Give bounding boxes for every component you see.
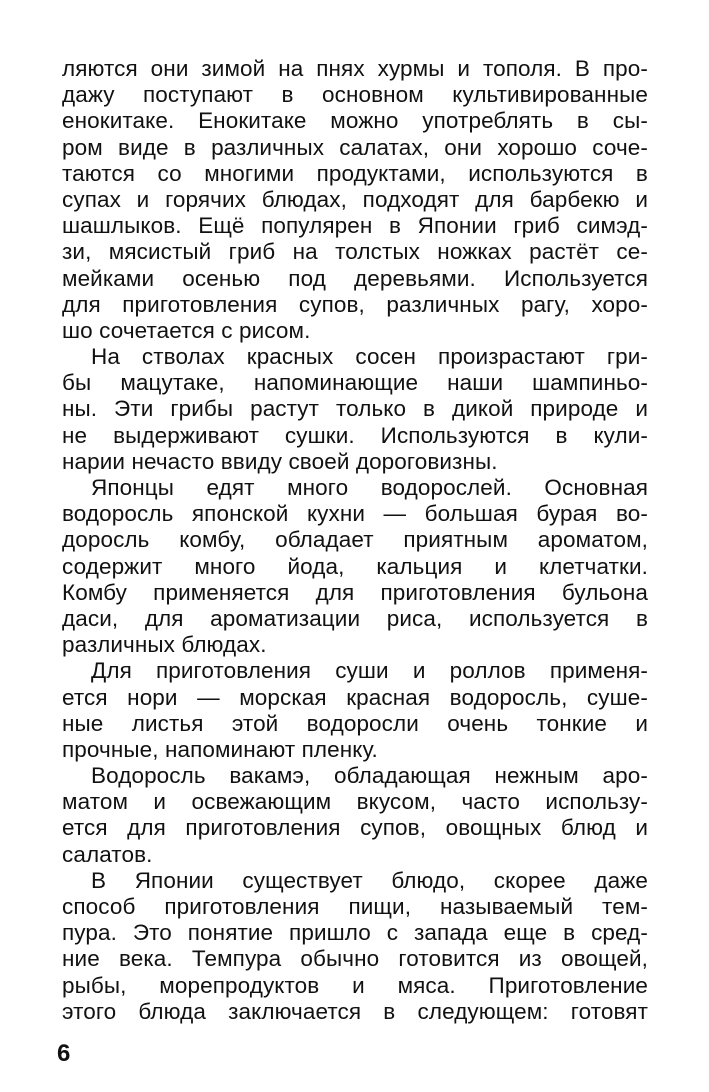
text-line: ется нори — морская красная водоросль, суше- xyxy=(62,684,648,710)
page-number: 6 xyxy=(57,1040,71,1067)
text-line: зи, мясистый гриб на толстых ножках растёт се- xyxy=(62,239,648,265)
text-line: супах и горячих блюдах, подходят для барбекю и xyxy=(62,186,648,212)
text-line: содержит много йода, кальция и клетчатки. xyxy=(62,553,648,579)
text-line: На стволах красных сосен произрастают гри- xyxy=(91,344,648,370)
text-line: рыбы, морепродуктов и мяса. Приготовление xyxy=(62,972,648,998)
text-line: салатов. xyxy=(62,841,153,867)
text-line: Водоросль вакамэ, обладающая нежным аро- xyxy=(91,763,648,789)
text-line: бы мацутаке, напоминающие наши шампиньо- xyxy=(62,370,648,396)
text-line: Японцы едят много водорослей. Основная xyxy=(91,475,648,500)
text-line: нарии нечасто ввиду своей дороговизны. xyxy=(62,448,498,474)
text-line: шо сочетается с рисом. xyxy=(62,317,311,343)
text-line: не выдерживают сушки. Используются в кули- xyxy=(62,422,648,448)
text-line: таются со многими продуктами, используются в xyxy=(62,160,648,186)
text-line: различных блюдах. xyxy=(62,632,267,658)
text-line: Для приготовления суши и роллов применя- xyxy=(91,658,648,684)
text-line: Комбу применяется для приготовления бульона xyxy=(62,579,648,605)
text-line: дажу поступают в основном культивированные xyxy=(62,82,648,108)
text-line: для приготовления супов, различных рагу, хоро- xyxy=(62,291,648,317)
text-line: шашлыков. Ещё популярен в Японии гриб симэд- xyxy=(62,213,648,239)
text-line: прочные, напоминают пленку. xyxy=(62,736,378,762)
text-line: матом и освежающим вкусом, часто использу- xyxy=(62,789,648,815)
text-line: способ приготовления пищи, называемый тем- xyxy=(62,894,648,919)
text-line: водоросль японской кухни — большая бурая во- xyxy=(62,501,648,527)
text-line: ные листья этой водоросли очень тонкие и xyxy=(62,710,648,736)
text-line: ние века. Темпура обычно готовится из овощей, xyxy=(62,946,648,972)
text-line: ется для приготовления супов, овощных блюд и xyxy=(62,815,648,841)
text-line: этого блюда заключается в следующем: готовят xyxy=(62,998,648,1024)
text-line: даси, для ароматизации риса, используется в xyxy=(62,605,648,631)
text-line: мейками осенью под деревьями. Используется xyxy=(62,265,648,291)
text-line: ляются они зимой на пнях хурмы и тополя. В про- xyxy=(62,56,648,81)
body-text xyxy=(62,56,648,1025)
text-line: пура. Это понятие пришло с запада еще в сред- xyxy=(62,920,648,946)
text-line: ром виде в различных салатах, они хорошо соче- xyxy=(62,134,648,160)
text-line: В Японии существует блюдо, скорее даже xyxy=(91,867,648,893)
text-line: енокитаке. Енокитаке можно употреблять в сы- xyxy=(62,108,648,134)
text-line: доросль комбу, обладает приятным ароматом, xyxy=(62,527,648,553)
text-line: ны. Эти грибы растут только в дикой природе и xyxy=(62,396,648,422)
